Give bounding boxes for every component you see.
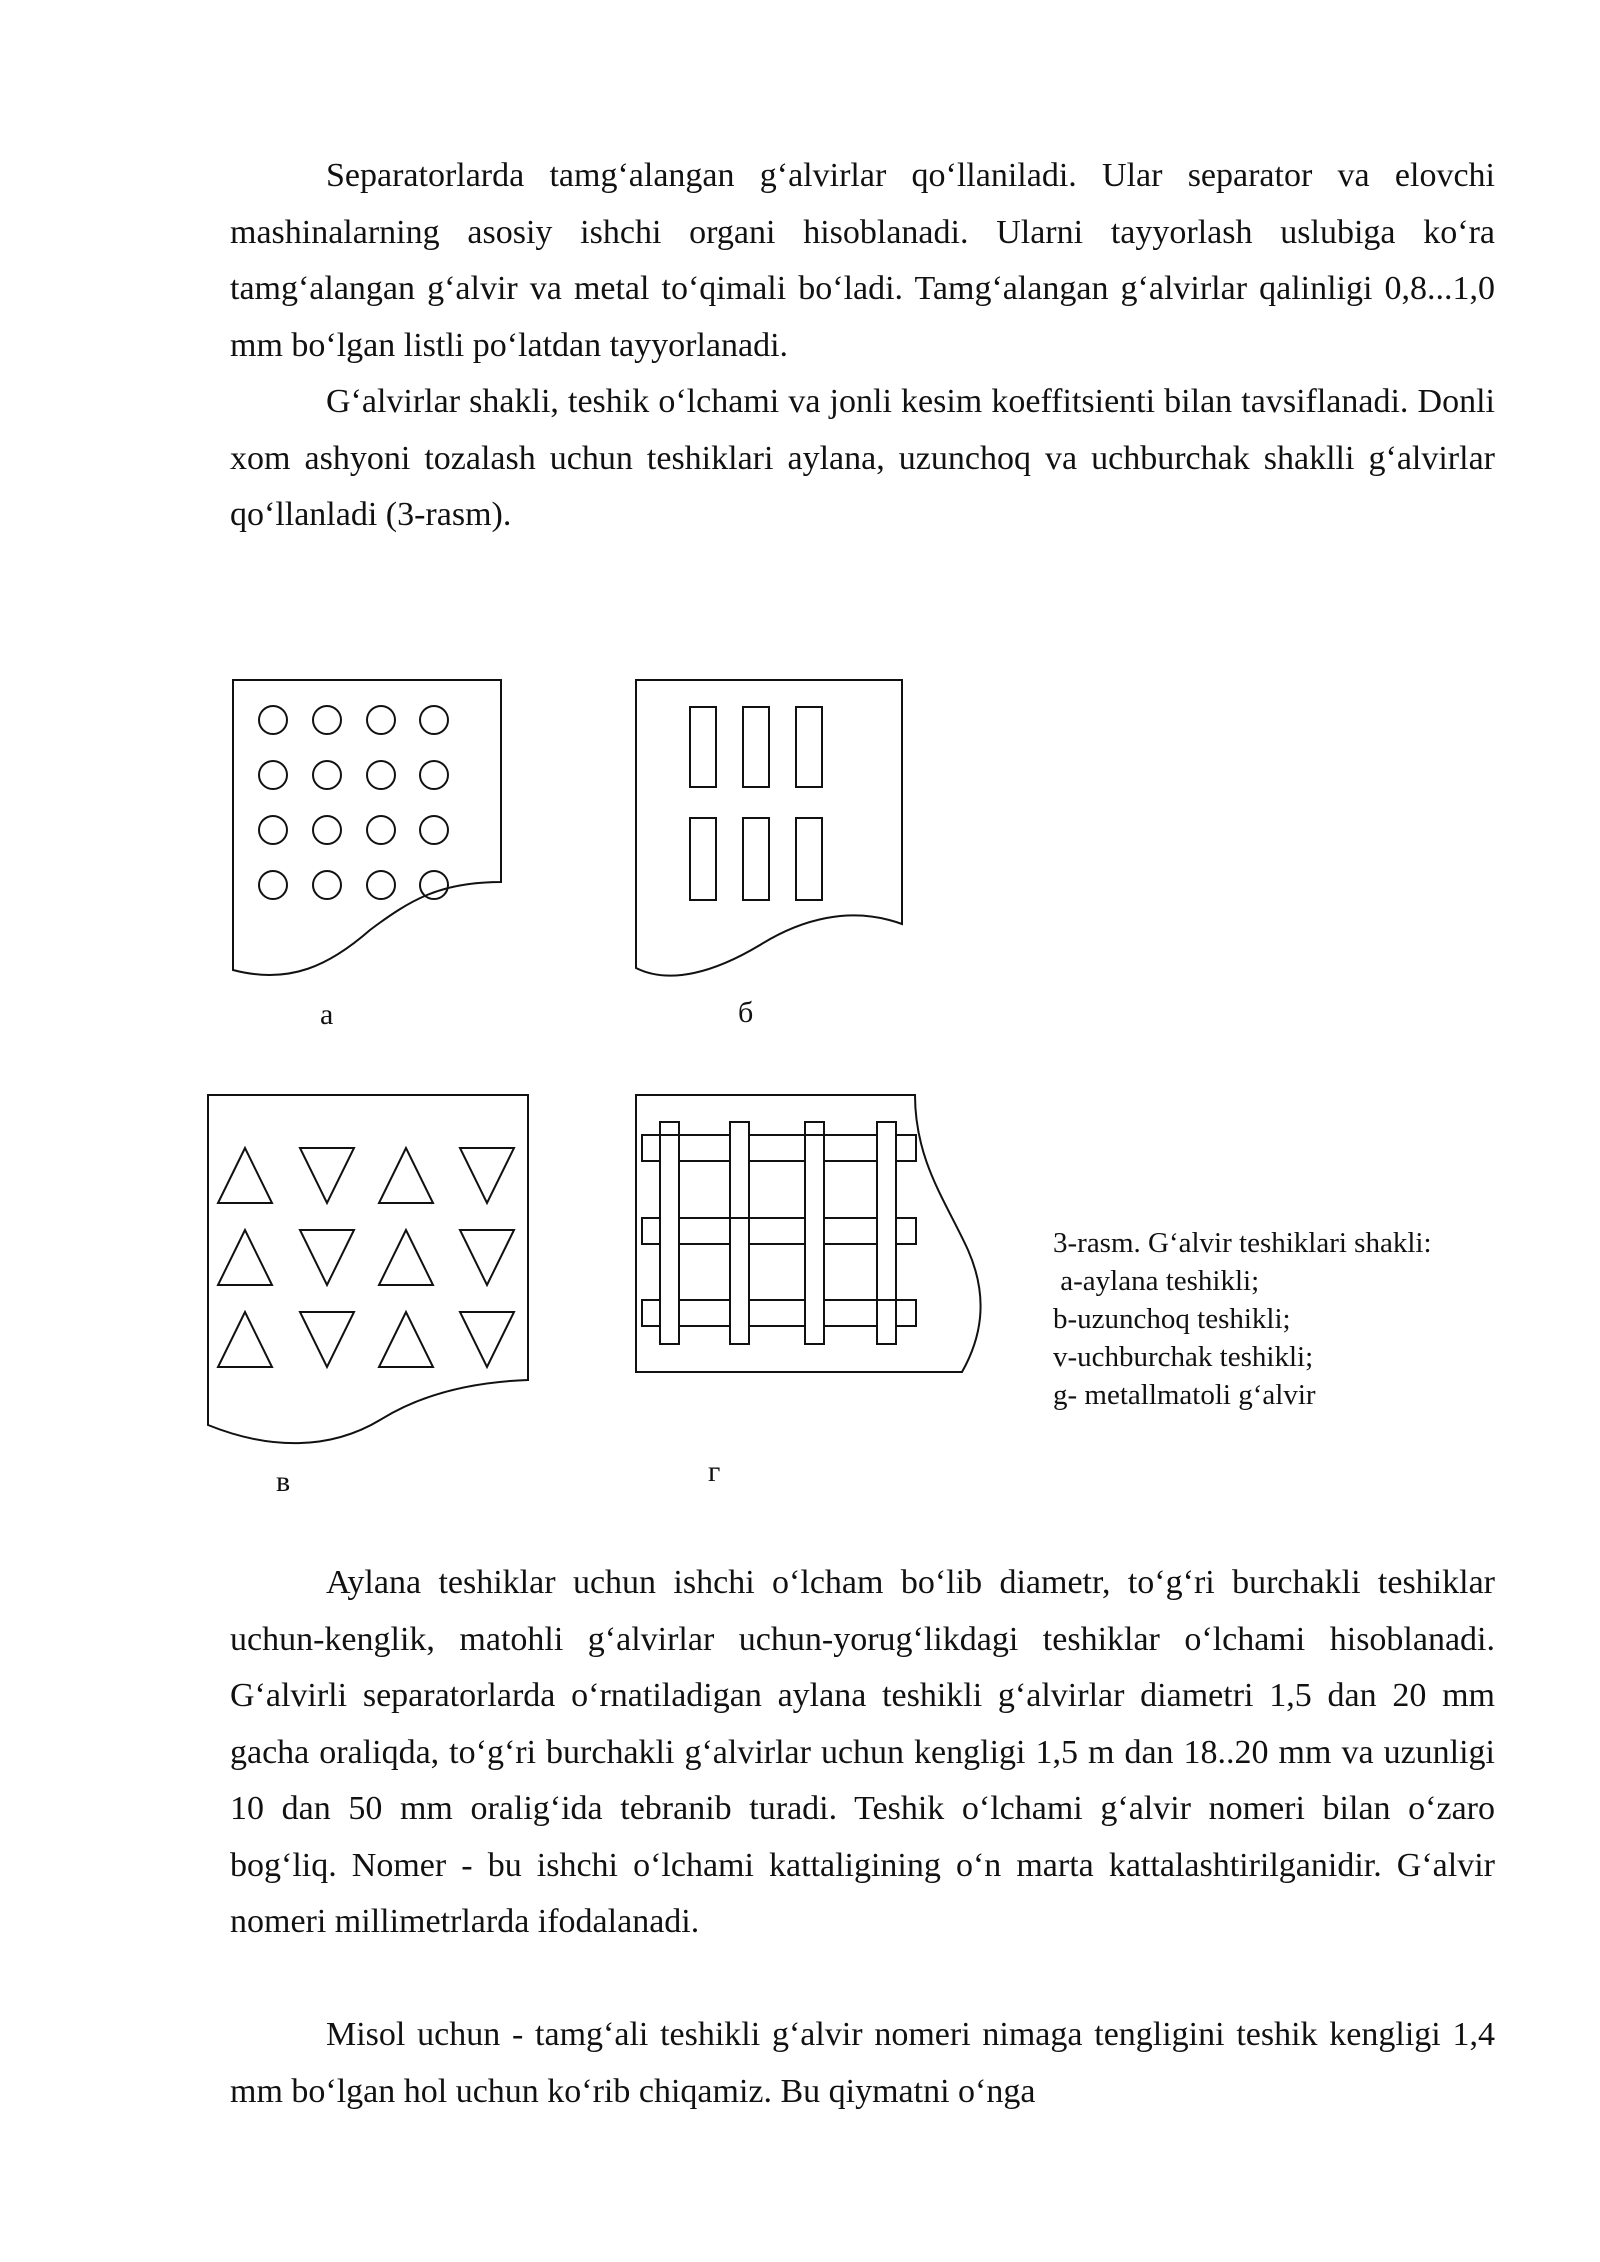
round-hole <box>259 871 287 899</box>
round-hole <box>259 706 287 734</box>
round-hole <box>367 761 395 789</box>
triangular-hole <box>460 1312 514 1367</box>
figure-label-a: а <box>320 998 334 1031</box>
triangular-hole <box>379 1230 433 1285</box>
round-hole <box>420 816 448 844</box>
triangular-hole <box>300 1148 354 1203</box>
triangular-hole <box>218 1148 272 1203</box>
round-hole <box>367 706 395 734</box>
figure-label-v: в <box>276 1465 291 1498</box>
paragraph-1-text: Separatorlarda tamg‘alangan g‘alvirlar qo‘llaniladi. Ular separator va elovchi mashinalarning asosiy ishchi organi hisoblanadi. Ularni tayyorlash uslubiga ko‘ra tamg‘alangan g‘alvir va metal to‘qimali bo‘ladi. Tamg‘alangan g‘alvirlar qalinligi 0,8...1,0 mm bo‘lgan listli po‘latdan tayyorlanadi. <box>230 157 1495 364</box>
figure-caption <box>1053 1224 1432 1414</box>
triangular-hole <box>218 1312 272 1367</box>
paragraph-3 <box>230 1555 1495 1951</box>
caption-line-1: 3-rasm. G‘alvir teshiklari shakli: <box>1053 1227 1432 1259</box>
round-hole <box>420 706 448 734</box>
round-hole <box>420 761 448 789</box>
figure-label-g: г <box>708 1455 721 1488</box>
round-hole <box>313 871 341 899</box>
triangular-hole <box>460 1230 514 1285</box>
paragraph-2-text: G‘alvirlar shakli, teshik o‘lchami va jonli kesim koeffitsienti bilan tavsiflanadi. Donli xom ashyoni tozalash uchun teshiklari aylana, uzunchoq va uchburchak shaklli g‘alvirlar qo‘llanladi (3-rasm). <box>230 383 1495 533</box>
paragraph-3-text: Aylana teshiklar uchun ishchi o‘lcham bo‘lib diametr, to‘g‘ri burchakli teshiklar uchun-kenglik, matohli g‘alvirlar uchun-yorug‘likdagi teshiklar o‘lchami hisoblanadi. G‘alvirli separatorlarda o‘rnatiladigan aylana teshikli g‘alvirlar diametri 1,5 dan 20 mm gacha oraliqda, to‘g‘ri burchakli g‘alvirlar uchun kengligi 1,5 m dan 18..20 mm va uzunligi 10 dan 50 mm oralig‘ida tebranib turadi. Teshik o‘lchami g‘alvir nomeri bilan o‘zaro bog‘liq. Nomer - bu ishchi o‘lchami kattaligining o‘n marta kattalashtirilganidir. G‘alvir nomeri millimetrlarda ifodalanadi. <box>230 1564 1495 1940</box>
caption-line-3: b-uzunchoq teshikli; <box>1053 1303 1291 1335</box>
round-hole <box>367 871 395 899</box>
sieve-oblong-holes-drawing <box>636 680 902 976</box>
figure-label-b: б <box>738 996 754 1029</box>
triangular-hole <box>379 1148 433 1203</box>
caption-line-5: g- metallmatoli g‘alvir <box>1053 1379 1316 1411</box>
caption-line-4: v-uchburchak teshikli; <box>1053 1341 1314 1373</box>
caption-line-2: a-aylana teshikli; <box>1053 1265 1260 1297</box>
triangular-hole <box>218 1230 272 1285</box>
round-hole <box>313 706 341 734</box>
round-hole <box>313 761 341 789</box>
round-hole <box>259 816 287 844</box>
sieve-round-holes-drawing <box>233 680 501 975</box>
round-hole <box>367 816 395 844</box>
sieve-triangular-holes-drawing <box>208 1095 528 1443</box>
paragraph-4-text: Misol uchun - tamg‘ali teshikli g‘alvir nomeri nimaga tengligini teshik kengligi 1,4 mm bo‘lgan hol uchun ko‘rib chiqamiz. Bu qiymatni o‘nga <box>230 2016 1495 2110</box>
triangular-hole <box>300 1230 354 1285</box>
triangular-hole <box>460 1148 514 1203</box>
round-hole <box>420 871 448 899</box>
paragraph-4 <box>230 2007 1495 2120</box>
triangular-hole <box>379 1312 433 1367</box>
sieve-woven-mesh-drawing <box>636 1095 981 1372</box>
triangular-hole <box>300 1312 354 1367</box>
round-hole <box>313 816 341 844</box>
round-hole <box>259 761 287 789</box>
